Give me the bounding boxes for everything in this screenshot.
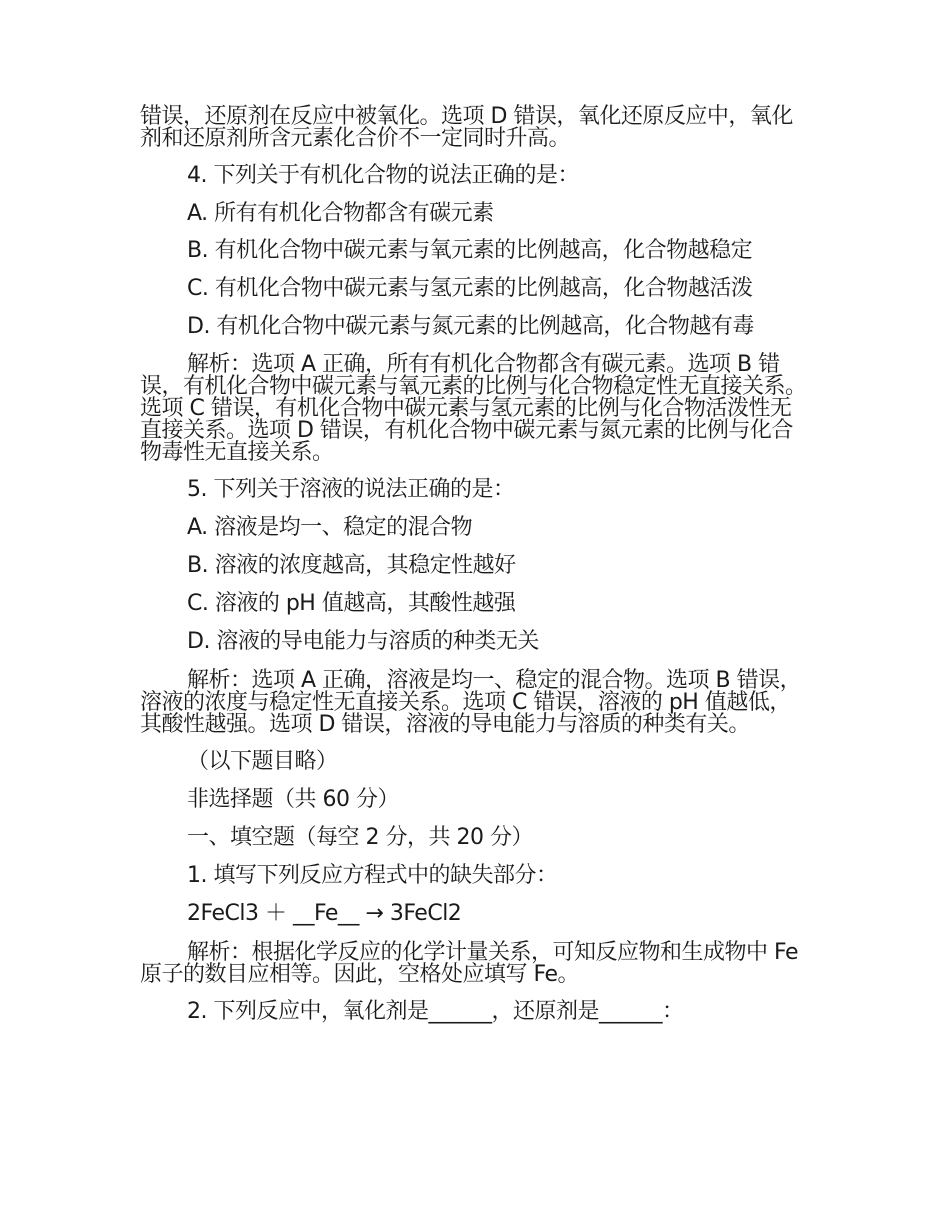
question-4-option-b: B. 有机化合物中碳元素与氧元素的比例越高，化合物越稳定 <box>187 238 753 263</box>
question-5-stem: 5. 下列关于溶液的说法正确的是： <box>187 477 515 502</box>
question-5-option-b: B. 溶液的浓度越高，其稳定性越好 <box>187 553 516 578</box>
section-heading-non-choice: 非选择题（共 60 分） <box>187 787 399 812</box>
fill-question-1-stem: 1. 填写下列反应方程式中的缺失部分： <box>187 863 558 888</box>
question-5-option-d: D. 溶液的导电能力与溶质的种类无关 <box>187 629 539 654</box>
fill-question-1-explanation: 解析：根据化学反应的化学计量关系，可知反应物和生成物中 Fe 原子的数目应相等。因此，空格处应填写 Fe。 <box>140 940 798 987</box>
document-body <box>140 106 812 1024</box>
omitted-note: （以下题目略） <box>187 749 338 774</box>
question-4-stem: 4. 下列关于有机化合物的说法正确的是： <box>187 163 579 188</box>
section-heading-fill-blank: 一、填空题（每空 2 分，共 20 分） <box>187 825 533 850</box>
question-4-option-d: D. 有机化合物中碳元素与氮元素的比例越高，化合物越有毒 <box>187 314 754 339</box>
fill-question-2-stem: 2. 下列反应中，氧化剂是______，还原剂是______： <box>187 999 684 1024</box>
question-4-explanation: 解析：选项 A 正确，所有有机化合物都含有碳元素。选项 B 错误，有机化合物中碳元素与氧元素的比例与化合物稳定性无直接关系。选项 C 错误，有机化合物中碳元素与氢元素的比例与化合物活泼性无直接关系。选项 D 错误，有机化合物中碳元素与氮元素的比例与化合物毒性无直接关系。 <box>140 352 807 465</box>
question-5-explanation: 解析：选项 A 正确，溶液是均一、稳定的混合物。选项 B 错误，溶液的浓度与稳定性无直接关系。选项 C 错误，溶液的 pH 值越低，其酸性越强。选项 D 错误，溶液的导电能力与溶质的种类有关。 <box>140 668 802 737</box>
question-5-option-c: C. 溶液的 pH 值越高，其酸性越强 <box>187 591 516 616</box>
question-4-option-a: A. 所有有机化合物都含有碳元素 <box>187 201 494 226</box>
paragraph-previous-explanation-end: 错误，还原剂在反应中被氧化。选项 D 错误，氧化还原反应中，氧化剂和还原剂所含元素化合价不一定同时升高。 <box>140 104 793 151</box>
question-5-option-a: A. 溶液是均一、稳定的混合物 <box>187 515 473 540</box>
fill-question-1-equation: 2FeCl3 ＋ __Fe__ → 3FeCl2 <box>187 901 462 926</box>
question-4-option-c: C. 有机化合物中碳元素与氢元素的比例越高，化合物越活泼 <box>187 276 753 301</box>
